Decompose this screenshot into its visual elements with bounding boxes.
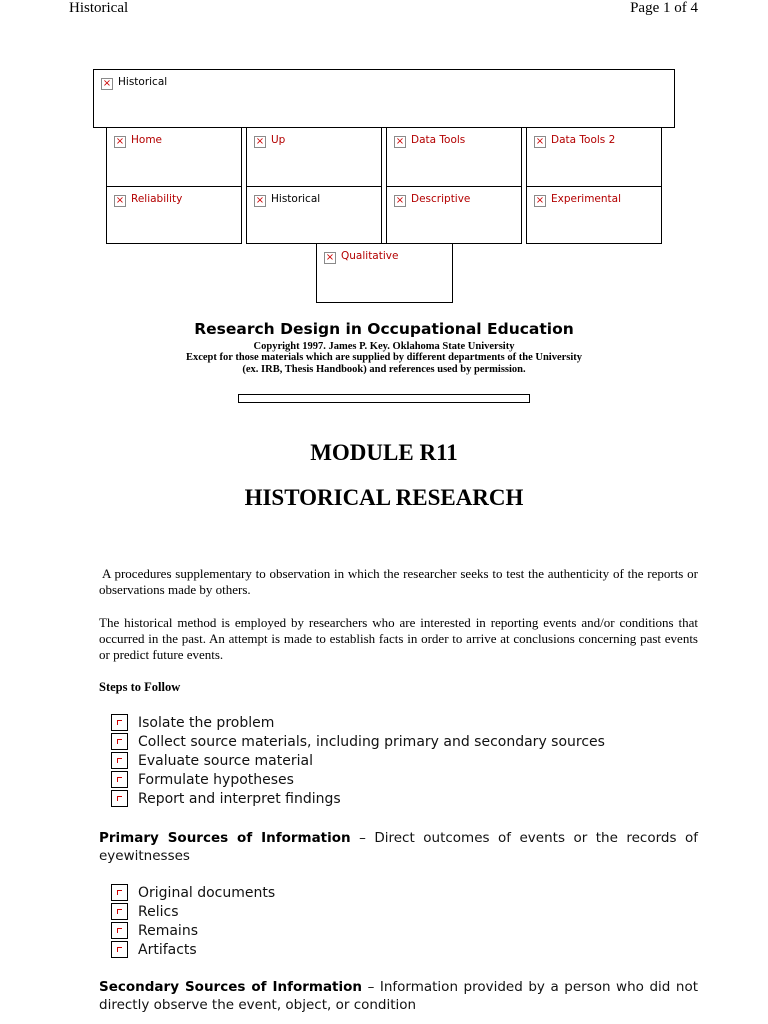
intro-paragraph-2 <box>99 615 698 663</box>
module-topic: HISTORICAL RESEARCH <box>244 485 524 510</box>
broken-image-icon: × <box>255 195 265 206</box>
intro-paragraph-1 <box>99 566 698 598</box>
nav-link-experimental[interactable] <box>534 193 621 207</box>
nav-link-label: Data Tools 2 <box>551 134 616 146</box>
list-item-text: Formulate hypotheses <box>138 771 294 788</box>
list-item-text: Evaluate source material <box>138 752 313 769</box>
divider-bar <box>238 394 530 403</box>
nav-link-up[interactable] <box>254 134 285 148</box>
primary-sources-term: Primary Sources of Information <box>99 830 351 846</box>
nav-cell <box>386 186 522 244</box>
nav-link-label: Qualitative <box>341 250 399 262</box>
nav-cell <box>526 186 662 244</box>
list-item <box>111 732 605 751</box>
list-item-text: Original documents <box>138 884 276 901</box>
list-item <box>111 902 275 921</box>
broken-image-icon: × <box>115 195 125 206</box>
list-bullet-icon <box>111 922 128 939</box>
list-item-text: Relics <box>138 903 179 920</box>
nav-link-home[interactable] <box>114 134 162 148</box>
nav-cell <box>316 243 453 303</box>
list-item <box>111 770 605 789</box>
broken-image-icon: × <box>102 78 112 89</box>
nav-cell <box>526 127 662 187</box>
broken-image-icon: × <box>395 136 405 147</box>
nav-link-reliability[interactable] <box>114 193 182 207</box>
page-header-title: Historical <box>69 0 129 16</box>
nav-link-data-tools-2[interactable] <box>534 134 615 148</box>
secondary-sources-term: Secondary Sources of Information <box>99 979 363 995</box>
nav-link-data-tools[interactable] <box>394 134 465 148</box>
list-item <box>111 940 275 959</box>
nav-link-label: Home <box>131 134 163 146</box>
nav-cell <box>246 127 382 187</box>
nav-banner-link[interactable] <box>101 76 167 90</box>
intro-paragraph-1-text: A procedures supplementary to observation in which the researcher seeks to test the authenticity of the reports or observations made by others. <box>99 566 698 597</box>
list-item-text: Isolate the problem <box>138 714 275 731</box>
permission-line-1: Except for those materials which are supplied by different departments of the University <box>185 352 583 363</box>
primary-sources-paragraph <box>99 829 698 865</box>
site-title: Research Design in Occupational Education <box>194 320 574 338</box>
nav-link-label: Historical <box>271 193 321 205</box>
broken-image-icon: × <box>535 195 545 206</box>
list-bullet-icon <box>111 714 128 731</box>
nav-link-descriptive[interactable] <box>394 193 470 207</box>
list-item-text: Remains <box>138 922 198 939</box>
broken-image-icon: × <box>395 195 405 206</box>
list-item <box>111 751 605 770</box>
list-bullet-icon <box>111 771 128 788</box>
broken-image-icon: × <box>115 136 125 147</box>
list-item <box>111 883 275 902</box>
nav-banner-label: Historical <box>118 76 168 88</box>
broken-image-icon: × <box>255 136 265 147</box>
permission-line-2: (ex. IRB, Thesis Handbook) and references used by permission. <box>242 364 526 375</box>
nav-link-label: Up <box>271 134 286 146</box>
broken-image-icon: × <box>325 252 335 263</box>
nav-link-label: Descriptive <box>411 193 471 205</box>
list-bullet-icon <box>111 790 128 807</box>
list-bullet-icon <box>111 752 128 769</box>
broken-image-icon: × <box>535 136 545 147</box>
list-item-text: Collect source materials, including primary and secondary sources <box>138 733 605 750</box>
nav-cell <box>246 186 382 244</box>
nav-cell <box>106 127 242 187</box>
nav-link-label: Data Tools <box>411 134 466 146</box>
page-number: Page 1 of 4 <box>630 0 698 16</box>
list-bullet-icon <box>111 941 128 958</box>
nav-banner <box>93 69 675 128</box>
steps-list <box>111 713 605 808</box>
intro-paragraph-2-text: The historical method is employed by researchers who are interested in reporting events and/or conditions that occurred in the past. An attempt is made to establish facts in order to arrive at conclusions concerning past events or predict future events. <box>99 615 698 662</box>
nav-link-label: Reliability <box>131 193 183 205</box>
secondary-sources-paragraph <box>99 978 698 1014</box>
steps-heading: Steps to Follow <box>99 680 181 694</box>
module-number: MODULE R11 <box>310 440 458 465</box>
list-bullet-icon <box>111 733 128 750</box>
nav-cell <box>386 127 522 187</box>
nav-link-label: Experimental <box>551 193 622 205</box>
list-item-text: Artifacts <box>138 941 197 958</box>
list-bullet-icon <box>111 903 128 920</box>
primary-sources-list <box>111 883 275 959</box>
list-bullet-icon <box>111 884 128 901</box>
primary-sources-definition: – Direct outcomes of events or the records of eyewitnesses <box>99 830 698 864</box>
list-item-text: Report and interpret findings <box>138 790 341 807</box>
copyright-line: Copyright 1997. James P. Key. Oklahoma State University <box>253 341 515 352</box>
nav-cell <box>106 186 242 244</box>
secondary-sources-definition: – Information provided by a person who did not directly observe the event, object, or condition <box>99 979 698 1013</box>
list-item <box>111 713 605 732</box>
list-item <box>111 789 605 808</box>
nav-link-qualitative[interactable] <box>324 250 398 264</box>
list-item <box>111 921 275 940</box>
nav-link-historical-current[interactable] <box>254 193 320 207</box>
